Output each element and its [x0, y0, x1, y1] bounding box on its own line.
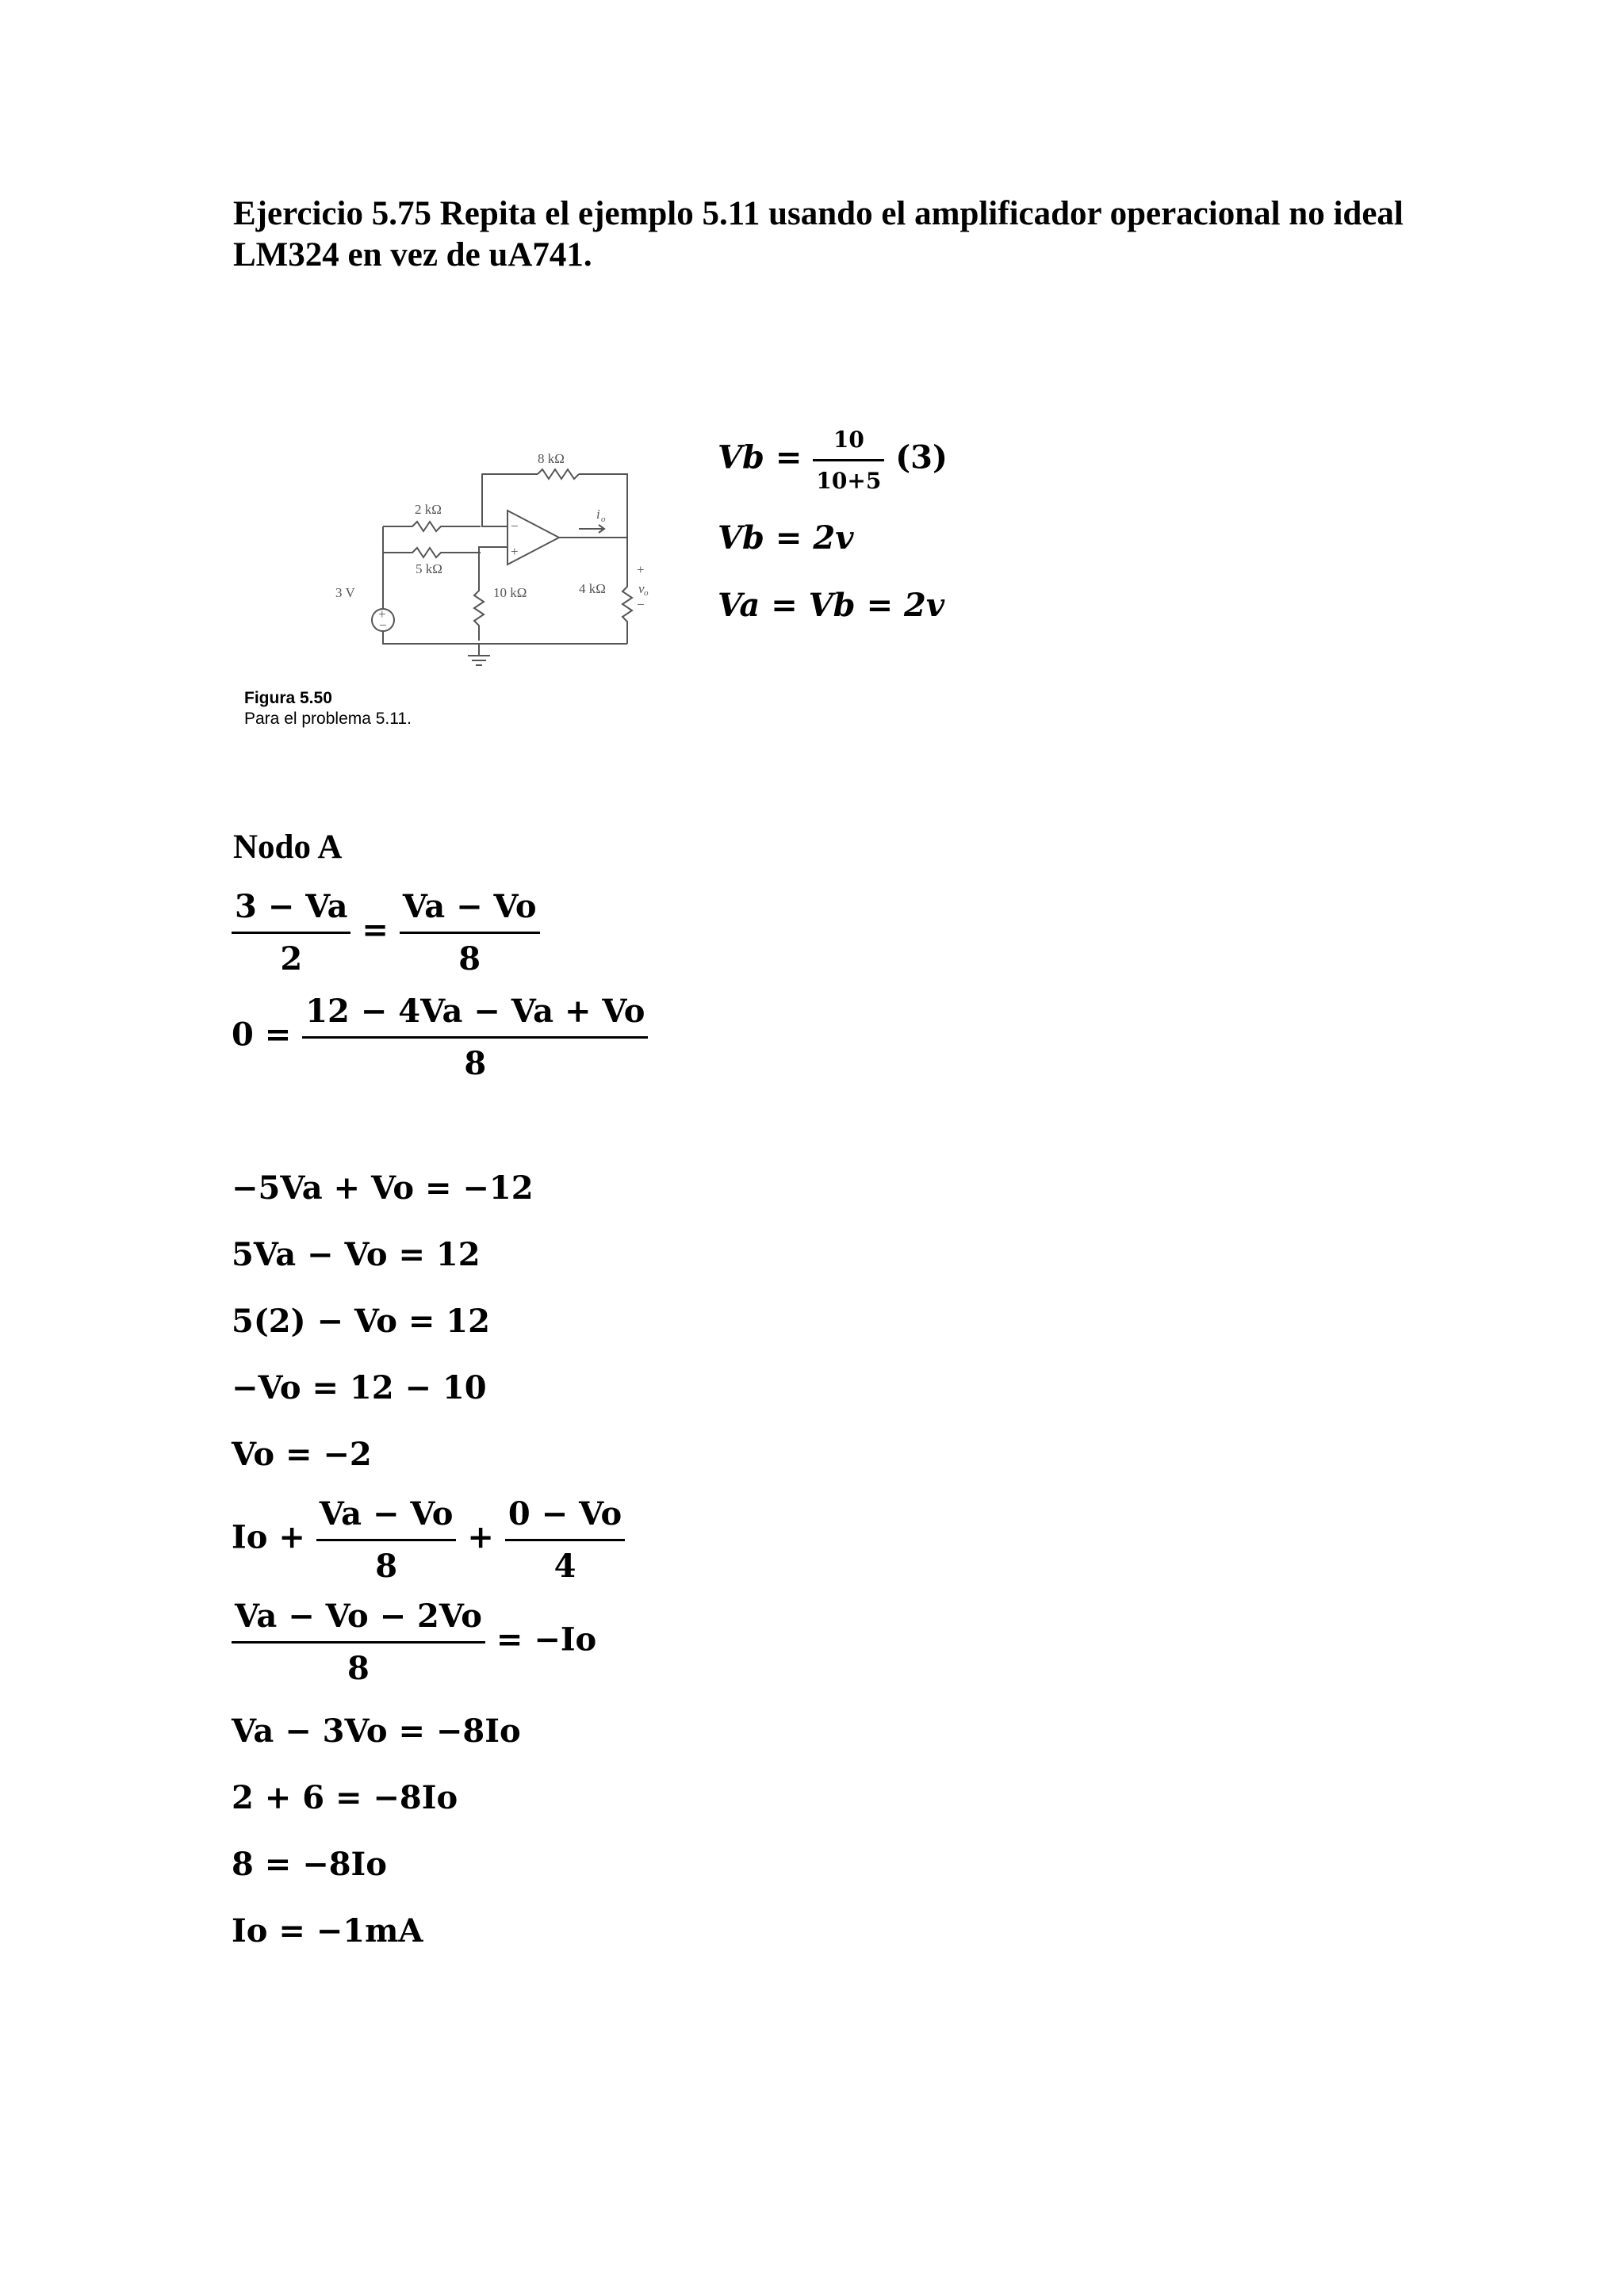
equation-7: Vo = −2: [232, 1436, 372, 1473]
svg-text:+: +: [378, 607, 386, 622]
equation-4: 5Va − Vo = 12: [232, 1236, 481, 1273]
equation-3: −5Va + Vo = −12: [232, 1169, 534, 1207]
label-4k: 4 kΩ: [579, 581, 606, 596]
side-eq-1: Vb = $\frac{10}{10+5}$ (3): [718, 427, 948, 494]
label-vo: v: [638, 581, 645, 596]
equation-9: $\frac{Va - Vo - 2Vo}{8}$ = −Io: [232, 1598, 596, 1687]
equation-5: 5(2) − Vo = 12: [232, 1303, 490, 1340]
label-3v: 3 V: [335, 585, 355, 600]
equation-6: −Vo = 12 − 10: [232, 1369, 487, 1406]
label-2k: 2 kΩ: [415, 502, 442, 517]
exercise-title: Ejercicio 5.75 Repita el ejemplo 5.11 usando el amplificador operacional no ideal LM324 en vez de uA741.: [233, 195, 1404, 274]
opamp-noninverting-sign: +: [511, 544, 519, 559]
label-vo-sub: o: [644, 588, 649, 598]
label-vo-plus: +: [637, 562, 645, 577]
equation-12: 8 = −8Io: [232, 1846, 387, 1883]
svg-text:−: −: [379, 618, 387, 633]
equation-1: $\frac{3 - Va}{2}$ = $\frac{Va - Vo}{8}$: [232, 888, 540, 978]
node-heading: Nodo A: [233, 828, 343, 866]
figure-caption-label: Figura 5.50: [244, 689, 332, 707]
label-5k: 5 kΩ: [416, 561, 442, 576]
equation-13: Io = −1mA: [232, 1912, 423, 1950]
side-eq-3: Va = Vb = 2v: [718, 587, 945, 624]
label-10k: 10 kΩ: [493, 585, 527, 600]
figure-caption: [244, 688, 412, 729]
label-io: i: [596, 507, 600, 522]
label-8k: 8 kΩ: [538, 451, 565, 466]
figure-caption-text: Para el problema 5.11.: [244, 710, 412, 728]
equation-10: Va − 3Vo = −8Io: [232, 1712, 521, 1750]
side-eq-2: Vb = 2v: [718, 519, 854, 557]
equation-8: Io + $\frac{Va - Vo}{8}$ + $\frac{0 - Vo}{4}$: [232, 1495, 625, 1585]
equation-11: 2 + 6 = −8Io: [232, 1779, 458, 1816]
label-vo-minus: −: [637, 597, 645, 612]
equation-2: 0 = $\frac{12 - 4Va - Va + Vo}{8}$: [232, 993, 648, 1082]
opamp-inverting-sign: −: [511, 519, 519, 534]
label-io-sub: o: [601, 515, 606, 524]
